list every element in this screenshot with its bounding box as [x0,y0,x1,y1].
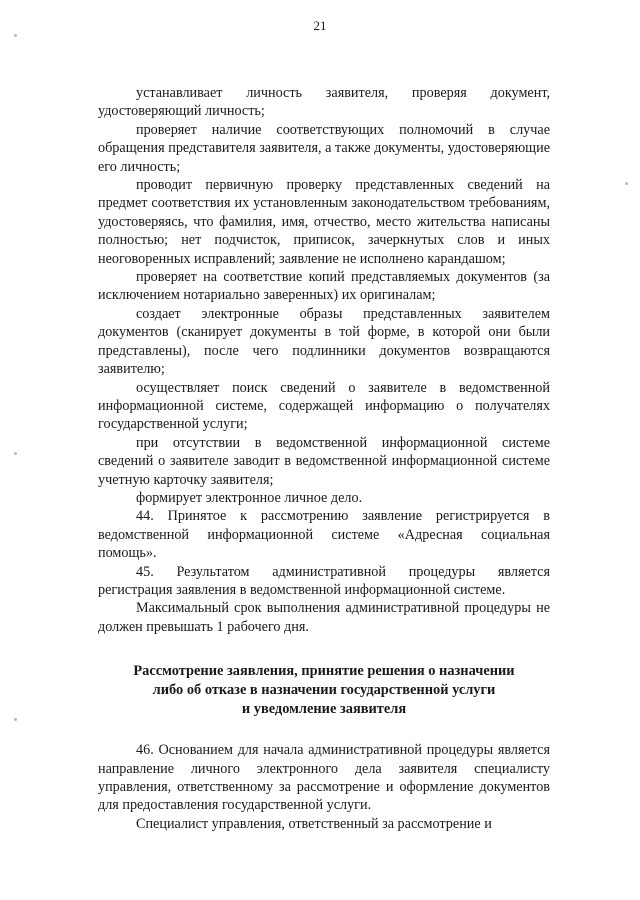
paragraph: формирует электронное личное дело. [136,489,363,506]
section-heading-line: Рассмотрение заявления, принятие решения о назначении [133,663,515,680]
scan-speck [14,452,17,455]
clause-45: 45. Результатом административной процедуры является регистрация заявления в ведомственной информационной системе. [98,563,550,598]
clause-44: 44. Принятое к рассмотрению заявление регистрируется в ведомственной информационной системе «Адресная социальная помощь». [98,508,550,562]
scan-speck [14,718,17,721]
paragraph: Специалист управления, ответственный за рассмотрение и [136,815,492,832]
paragraph: осуществляет поиск сведений о заявителе в ведомственной информационной системе, содержащей информацию о получателях государственной услуги; [98,379,550,433]
clause-46: 46. Основанием для начала административной процедуры является направление личного электронного дела заявителя специалисту управления, ответственному за рассмотрение и оформление документов для предоставления государственной услуги. [98,742,550,814]
paragraph: создает электронные образы представленных заявителем документов (сканирует документы в той форме, в которой они были представлены), после чего подлинники документов возвращаются заявителю; [98,305,550,378]
paragraph: проверяет наличие соответствующих полномочий в случае обращения представителя заявителя, а также документы, удостоверяющие его личность; [98,121,550,175]
paragraph: проводит первичную проверку представленных сведений на предмет соответствия их установленным законодательством требованиям, удостоверяясь, что фамилия, имя, отчество, место жительства написаны полностью; нет подчисток, приписок, зачеркнутых слов и иных неоговоренных исправлений; заявление не исполнено карандашом; [98,177,550,267]
page-number: 21 [313,18,327,33]
scan-speck [625,182,628,185]
section-heading [98,662,550,719]
section-heading-line: и уведомление заявителя [241,701,407,718]
paragraph: при отсутствии в ведомственной информационной системе сведений о заявителе заводит в ведомственной информационной системе учетную карточку заявителя; [98,434,550,488]
scan-speck [14,34,17,37]
paragraph: Максимальный срок выполнения административной процедуры не должен превышать 1 рабочего дня. [98,600,550,635]
section-heading-line: либо об отказе в назначении государственной услуги [152,682,496,699]
paragraph: проверяет на соответствие копий представляемых документов (за исключением нотариально заверенных) их оригиналам; [98,269,550,304]
paragraph: устанавливает личность заявителя, проверяя документ, удостоверяющий личность; [98,85,550,120]
document-body [98,84,550,833]
